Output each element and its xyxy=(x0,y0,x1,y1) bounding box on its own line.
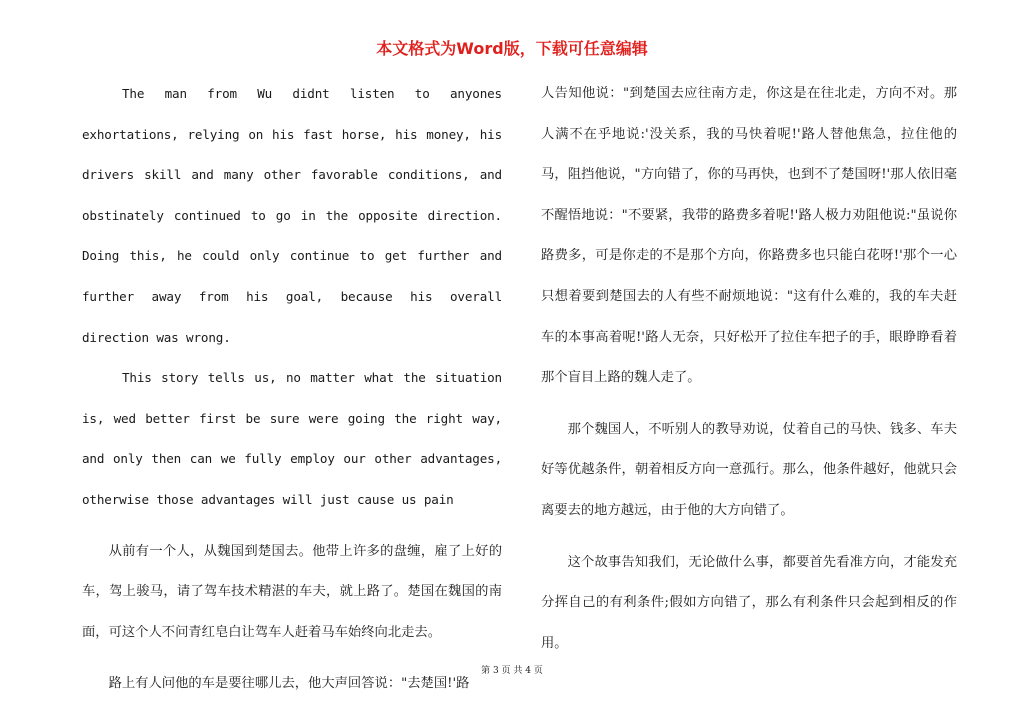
left-column xyxy=(82,74,502,705)
chinese-section-right xyxy=(541,74,957,664)
chinese-paragraph-continued: 人告知他说："到楚国去应往南方走，你这是在往北走，方向不对。那人满不在乎地说:'没关系，我的马快着呢!'路人替他焦急，拉住他的马，阻挡他说，"方向错了，你的马再快，也到不了楚国呀!'那人依旧毫不醒悟地说："不要紧，我带的路费多着呢!'路人极力劝阻他说:"虽说你路费多，可是你走的不是那个方向，你路费多也只能白花呀!'那个一心只想着要到楚国去的人有些不耐烦地说："这有什么难的，我的车夫赶车的本事高着呢!'路人无奈，只好松开了拉住车把子的手，眼睁睁看着那个盲目上路的魏人走了。 xyxy=(541,86,957,386)
english-section xyxy=(82,74,502,521)
chinese-paragraph-2: 路上有人问他的车是要往哪儿去，他大声回答说："去楚国!'路 xyxy=(108,676,470,692)
chinese-section-left xyxy=(82,532,502,705)
chinese-paragraph-4: 这个故事告知我们，无论做什么事，都要首先看准方向，才能发充分挥自己的有利条件;假如方向错了，那么有利条件只会起到相反的作用。 xyxy=(541,554,957,651)
english-paragraph-2: This story tells us, no matter what the situation is, wed better first be sure were going the right way, and only then can we fully employ our other advantages, otherwise those advantages will just cause us pain xyxy=(82,370,502,507)
format-notice-banner: 本文格式为Word版，下载可任意编辑 xyxy=(376,39,648,58)
chinese-paragraph-3: 那个魏国人，不听别人的教导劝说，仗着自己的马快、钱多、车夫好等优越条件，朝着相反方向一意孤行。那么，他条件越好，他就只会离要去的地方越远，由于他的大方向错了。 xyxy=(541,421,957,518)
page-number-footer: 第 3 页 共 4 页 xyxy=(481,666,543,676)
english-paragraph-1: The man from Wu didnt listen to anyones exhortations, relying on his fast horse, his money, his drivers skill and many other favorable conditions, and obstinately continued to go in the opposite direction. Doing this, he could only continue to get further and further away from his goal, because his overall direction was wrong. xyxy=(82,86,502,345)
right-column xyxy=(541,74,957,664)
chinese-paragraph-1: 从前有一个人，从魏国到楚国去。他带上许多的盘缠，雇了上好的车，驾上骏马，请了驾车技术精湛的车夫，就上路了。楚国在魏国的南面，可这个人不问青红皂白让驾车人赶着马车始终向北走去。 xyxy=(82,543,502,640)
